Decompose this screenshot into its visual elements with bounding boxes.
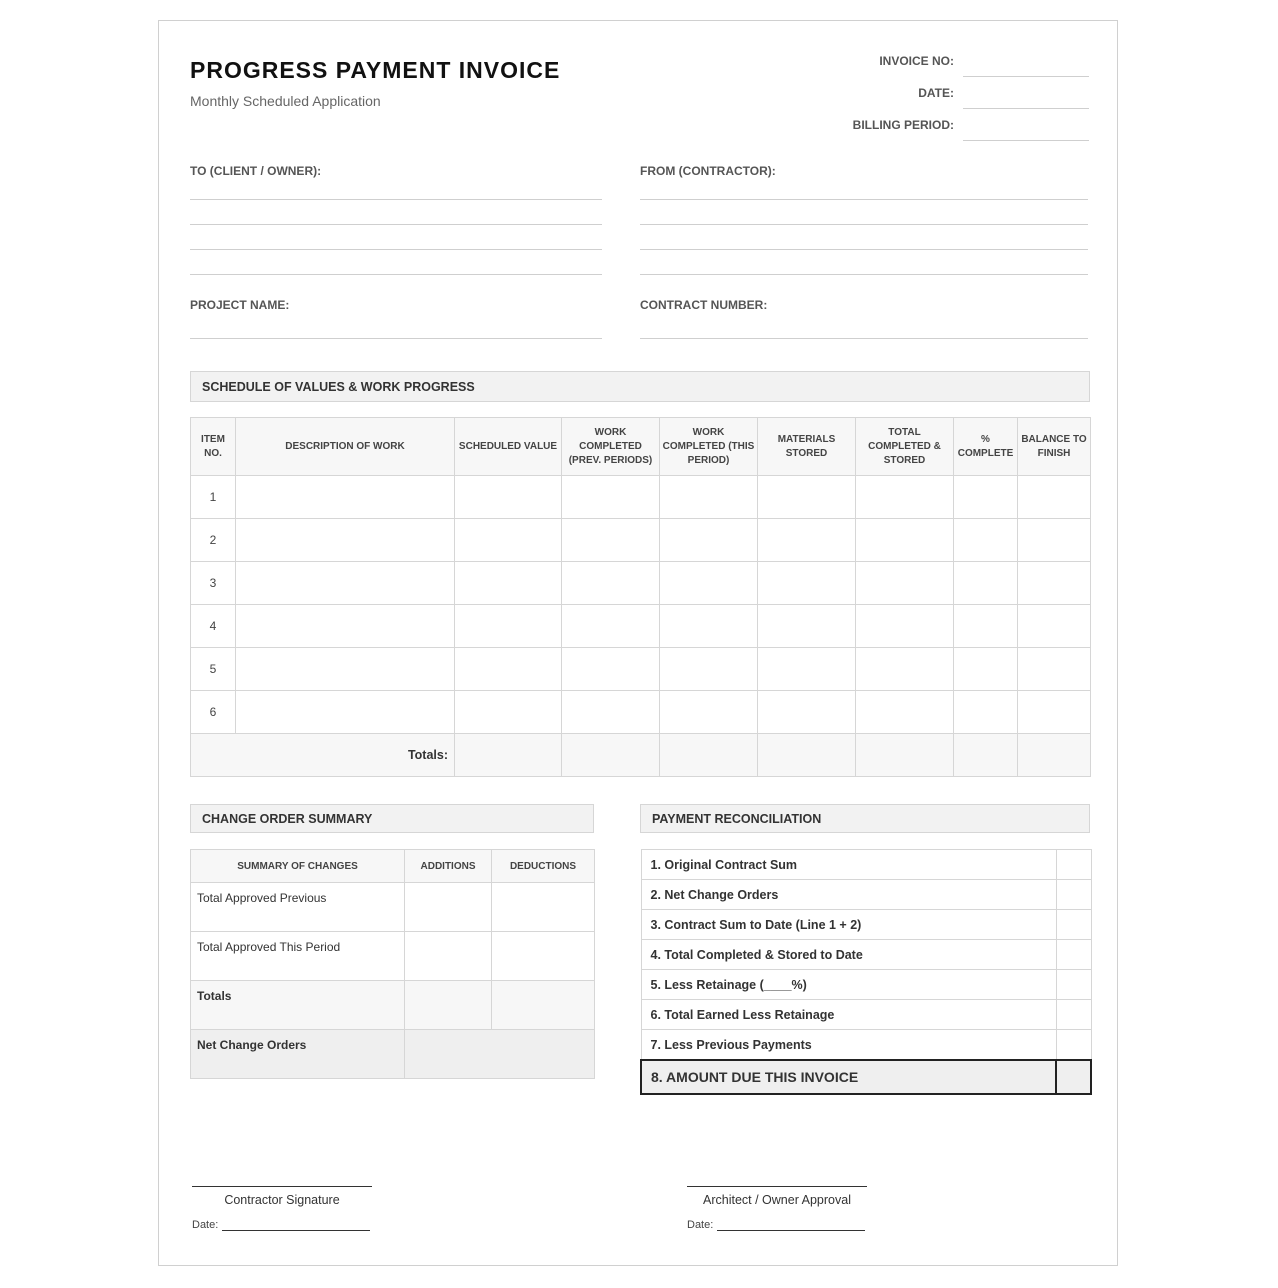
item-number: 1 <box>191 476 236 519</box>
deductions-total-cell[interactable] <box>492 981 595 1030</box>
change-order-section-header: CHANGE ORDER SUMMARY <box>190 804 594 833</box>
materials-cell[interactable] <box>758 691 856 734</box>
amount-due-value[interactable] <box>1056 1060 1091 1094</box>
work-this-cell[interactable] <box>660 691 758 734</box>
balance-cell[interactable] <box>1018 648 1091 691</box>
total-completed-cell[interactable] <box>856 734 954 777</box>
row-label: Total Approved Previous <box>191 883 405 932</box>
reconciliation-label: 4. Total Completed & Stored to Date <box>641 940 1056 970</box>
architect-approval-label: Architect / Owner Approval <box>703 1193 851 1207</box>
col-scheduled-value: SCHEDULED VALUE <box>455 418 562 476</box>
additions-total-cell[interactable] <box>405 981 492 1030</box>
work-prev-cell[interactable] <box>562 476 660 519</box>
to-client-line-1[interactable] <box>190 199 602 200</box>
schedule-table <box>190 417 1091 777</box>
total-cell[interactable] <box>856 691 954 734</box>
invoice-no-field[interactable] <box>963 76 1089 77</box>
architect-date-field[interactable] <box>717 1220 865 1231</box>
billing-period-label: BILLING PERIOD: <box>852 118 954 132</box>
work-prev-cell[interactable] <box>562 605 660 648</box>
reconciliation-row <box>641 940 1091 970</box>
reconciliation-label: 6. Total Earned Less Retainage <box>641 1000 1056 1030</box>
work-prev-cell[interactable] <box>562 519 660 562</box>
change-order-table <box>190 849 595 1079</box>
reconciliation-value[interactable] <box>1056 970 1091 1000</box>
payment-reconciliation-table <box>640 849 1092 1095</box>
reconciliation-row <box>641 1030 1091 1061</box>
materials-cell[interactable] <box>758 519 856 562</box>
amount-due-row <box>641 1060 1091 1094</box>
item-number: 6 <box>191 691 236 734</box>
net-change-cell[interactable] <box>405 1030 595 1079</box>
to-client-line-2[interactable] <box>190 224 602 225</box>
col-additions: ADDITIONS <box>405 850 492 883</box>
reconciliation-label: 1. Original Contract Sum <box>641 850 1056 880</box>
materials-cell[interactable] <box>758 605 856 648</box>
balance-cell[interactable] <box>1018 605 1091 648</box>
reconciliation-row <box>641 850 1091 880</box>
reconciliation-value[interactable] <box>1056 910 1091 940</box>
total-prev-cell[interactable] <box>562 734 660 777</box>
total-cell[interactable] <box>856 476 954 519</box>
amount-due-label: 8. AMOUNT DUE THIS INVOICE <box>641 1060 1056 1094</box>
col-description: DESCRIPTION OF WORK <box>236 418 455 476</box>
description-cell[interactable] <box>236 648 455 691</box>
architect-date-label: Date: <box>687 1219 714 1231</box>
work-this-cell[interactable] <box>660 562 758 605</box>
row-label: Net Change Orders <box>191 1030 405 1079</box>
billing-period-field[interactable] <box>963 140 1089 141</box>
total-this-cell[interactable] <box>660 734 758 777</box>
from-contractor-line-3[interactable] <box>640 249 1088 250</box>
totals-row <box>191 981 595 1030</box>
date-field[interactable] <box>963 108 1089 109</box>
invoice-no-label: INVOICE NO: <box>879 54 954 68</box>
reconciliation-row <box>641 910 1091 940</box>
reconciliation-label: 2. Net Change Orders <box>641 880 1056 910</box>
to-client-label: TO (CLIENT / OWNER): <box>190 164 322 178</box>
contractor-signature-line[interactable] <box>192 1186 372 1187</box>
materials-cell[interactable] <box>758 476 856 519</box>
contract-number-field[interactable] <box>640 338 1088 339</box>
description-cell[interactable] <box>236 605 455 648</box>
from-contractor-line-4[interactable] <box>640 274 1088 275</box>
total-scheduled-cell[interactable] <box>455 734 562 777</box>
description-cell[interactable] <box>236 691 455 734</box>
reconciliation-value[interactable] <box>1056 1030 1091 1061</box>
col-summary-of-changes: SUMMARY OF CHANGES <box>191 850 405 883</box>
reconciliation-label: 3. Contract Sum to Date (Line 1 + 2) <box>641 910 1056 940</box>
table-row <box>191 562 1091 605</box>
reconciliation-row <box>641 880 1091 910</box>
contractor-date-field[interactable] <box>222 1220 370 1231</box>
reconciliation-row <box>641 970 1091 1000</box>
item-number: 5 <box>191 648 236 691</box>
totals-row <box>191 734 1091 777</box>
contract-number-label: CONTRACT NUMBER: <box>640 298 768 312</box>
from-contractor-label: FROM (CONTRACTOR): <box>640 164 776 178</box>
table-row <box>191 476 1091 519</box>
materials-cell[interactable] <box>758 562 856 605</box>
row-label: Total Approved This Period <box>191 932 405 981</box>
description-cell[interactable] <box>236 519 455 562</box>
table-row <box>191 648 1091 691</box>
from-contractor-line-1[interactable] <box>640 199 1088 200</box>
materials-cell[interactable] <box>758 648 856 691</box>
col-item-no: ITEM NO. <box>191 418 236 476</box>
reconciliation-label: 7. Less Previous Payments <box>641 1030 1056 1061</box>
to-client-line-4[interactable] <box>190 274 602 275</box>
description-cell[interactable] <box>236 476 455 519</box>
col-percent-complete: % COMPLETE <box>954 418 1018 476</box>
table-row <box>191 932 595 981</box>
item-number: 3 <box>191 562 236 605</box>
work-prev-cell[interactable] <box>562 562 660 605</box>
architect-date <box>687 1219 865 1231</box>
invoice-page <box>158 20 1118 1266</box>
scheduled-value-cell[interactable] <box>455 562 562 605</box>
total-cell[interactable] <box>856 605 954 648</box>
deductions-cell[interactable] <box>492 883 595 932</box>
table-row <box>191 519 1091 562</box>
reconciliation-value[interactable] <box>1056 880 1091 910</box>
additions-cell[interactable] <box>405 932 492 981</box>
payment-reconciliation-section-header: PAYMENT RECONCILIATION <box>640 804 1090 833</box>
col-work-this: WORK COMPLETED (THIS PERIOD) <box>660 418 758 476</box>
total-cell[interactable] <box>856 562 954 605</box>
balance-cell[interactable] <box>1018 476 1091 519</box>
row-label: Totals <box>191 981 405 1030</box>
total-balance-cell[interactable] <box>1018 734 1091 777</box>
reconciliation-label: 5. Less Retainage (____%) <box>641 970 1056 1000</box>
description-cell[interactable] <box>236 562 455 605</box>
totals-label: Totals: <box>191 734 455 777</box>
contractor-date <box>192 1219 370 1231</box>
balance-cell[interactable] <box>1018 691 1091 734</box>
total-cell[interactable] <box>856 648 954 691</box>
schedule-section-header: SCHEDULE OF VALUES & WORK PROGRESS <box>190 371 1090 402</box>
contractor-date-label: Date: <box>192 1219 219 1231</box>
table-row <box>191 605 1091 648</box>
col-balance: BALANCE TO FINISH <box>1018 418 1091 476</box>
total-cell[interactable] <box>856 519 954 562</box>
scheduled-value-cell[interactable] <box>455 476 562 519</box>
project-name-label: PROJECT NAME: <box>190 298 290 312</box>
percent-cell[interactable] <box>954 648 1018 691</box>
work-this-cell[interactable] <box>660 648 758 691</box>
deductions-cell[interactable] <box>492 932 595 981</box>
scheduled-value-cell[interactable] <box>455 691 562 734</box>
additions-cell[interactable] <box>405 883 492 932</box>
from-contractor-line-2[interactable] <box>640 224 1088 225</box>
contractor-signature-label: Contractor Signature <box>224 1193 340 1207</box>
col-materials-stored: MATERIALS STORED <box>758 418 856 476</box>
work-prev-cell[interactable] <box>562 691 660 734</box>
percent-cell[interactable] <box>954 476 1018 519</box>
date-label: DATE: <box>918 86 954 100</box>
scheduled-value-cell[interactable] <box>455 605 562 648</box>
percent-cell[interactable] <box>954 605 1018 648</box>
reconciliation-value[interactable] <box>1056 940 1091 970</box>
schedule-header-row <box>191 418 1091 476</box>
project-name-field[interactable] <box>190 338 602 339</box>
work-this-cell[interactable] <box>660 605 758 648</box>
page-title: PROGRESS PAYMENT INVOICE <box>190 57 561 83</box>
item-number: 4 <box>191 605 236 648</box>
col-total-completed: TOTAL COMPLETED & STORED <box>856 418 954 476</box>
table-row <box>191 883 595 932</box>
percent-cell[interactable] <box>954 691 1018 734</box>
to-client-line-3[interactable] <box>190 249 602 250</box>
scheduled-value-cell[interactable] <box>455 519 562 562</box>
work-this-cell[interactable] <box>660 476 758 519</box>
total-percent-cell[interactable] <box>954 734 1018 777</box>
balance-cell[interactable] <box>1018 562 1091 605</box>
work-prev-cell[interactable] <box>562 648 660 691</box>
scheduled-value-cell[interactable] <box>455 648 562 691</box>
reconciliation-value[interactable] <box>1056 850 1091 880</box>
reconciliation-row <box>641 1000 1091 1030</box>
total-materials-cell[interactable] <box>758 734 856 777</box>
work-this-cell[interactable] <box>660 519 758 562</box>
reconciliation-value[interactable] <box>1056 1000 1091 1030</box>
percent-cell[interactable] <box>954 519 1018 562</box>
table-row <box>191 691 1091 734</box>
item-number: 2 <box>191 519 236 562</box>
percent-cell[interactable] <box>954 562 1018 605</box>
architect-signature-line[interactable] <box>687 1186 867 1187</box>
col-deductions: DEDUCTIONS <box>492 850 595 883</box>
balance-cell[interactable] <box>1018 519 1091 562</box>
page-subtitle: Monthly Scheduled Application <box>190 93 381 109</box>
change-order-header-row <box>191 850 595 883</box>
col-work-prev: WORK COMPLETED (PREV. PERIODS) <box>562 418 660 476</box>
net-change-row <box>191 1030 595 1079</box>
